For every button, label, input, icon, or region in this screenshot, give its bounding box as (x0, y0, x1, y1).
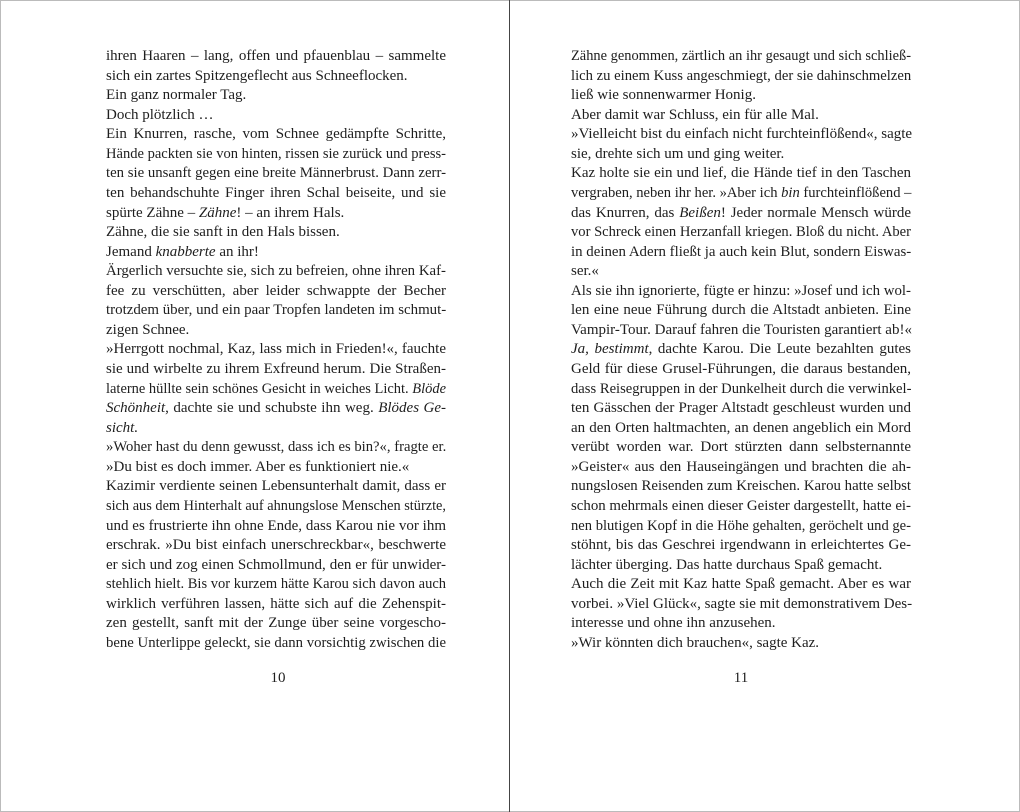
text-segment: len eine neue Führung durch die Altstadt anbieten. Eine (571, 302, 911, 319)
text-segment: zen gestellt, sanft mit der Zunge über seine vorgescho- (106, 615, 446, 632)
text-line (106, 106, 446, 126)
text-line (571, 340, 911, 360)
text-segment: Kaz holte sie ein und lief, die Hände tief in den Taschen (571, 165, 911, 182)
text-segment: ten behandschuhte Finger ihren Schal beiseite, und sie (106, 184, 446, 201)
text-segment: vorbei. »Viel Glück«, sagte sie mit demonstrativem Des- (571, 595, 913, 612)
text-line (571, 67, 911, 87)
text-segment: und es frustrierte ihn ohne Ende, dass Karou nie vor ihm (106, 517, 446, 534)
text-segment: Ärgerlich versuchte sie, sich zu befreien, ohne ihren Kaf- (106, 263, 446, 280)
italic-text: Blöde (412, 380, 446, 397)
text-segment: »Herrgott nochmal, Kaz, lass mich in Frieden!«, fauchte (106, 341, 446, 358)
right-page (511, 0, 1020, 812)
text-line (106, 399, 446, 419)
text-segment: Jemand (106, 243, 156, 260)
text-line (571, 575, 911, 595)
text-line (106, 380, 446, 400)
text-line (106, 497, 446, 517)
text-line (571, 556, 911, 576)
text-line (106, 360, 446, 380)
text-segment: Auch die Zeit mit Kaz hatte Spaß gemacht. Aber es war (571, 576, 911, 593)
italic-text: Beißen (679, 204, 721, 221)
text-segment: vergraben, neben ihr her. »Aber ich (571, 184, 782, 201)
text-line (106, 556, 446, 576)
text-segment: Aber damit war Schluss, ein für alle Mal. (571, 106, 819, 123)
text-line (571, 517, 911, 537)
text-line (106, 243, 446, 263)
text-segment: nungslosen Reisenden zum Kreischen. Karou hatte selbst (571, 478, 911, 495)
text-line (571, 477, 911, 497)
text-segment: trotzdem über, und ein paar Tropfen landeten im schmut- (106, 302, 447, 319)
text-line (571, 243, 911, 263)
text-segment: dass Reisegruppen in der Dunkelheit durch die verwinkel- (571, 380, 912, 397)
right-page-text (571, 47, 911, 653)
text-line (571, 321, 911, 341)
text-line (106, 86, 446, 106)
text-segment: ten sie unsanft gegen eine breite Männerbrust. Dann zerr- (106, 165, 446, 182)
text-line (106, 301, 446, 321)
text-segment: »Vielleicht bist du einfach nicht furchteinflößend«, sagte (571, 126, 913, 143)
text-segment: verübt worden war. Dort stürzten dann selbsternannte (571, 439, 911, 456)
text-line (571, 262, 911, 282)
text-segment: erschrak. »Du bist einfach unerschreckbar«, beschwerte (106, 537, 446, 554)
text-line (571, 458, 911, 478)
text-segment: furchteinflößend – (799, 184, 912, 201)
text-line (106, 438, 446, 458)
text-line (106, 614, 446, 634)
text-line (571, 595, 911, 615)
text-line (571, 86, 911, 106)
text-line (571, 204, 911, 224)
text-segment: Hände packten sie von hinten, rissen sie zurück und press- (106, 145, 446, 162)
text-segment: in deinen Adern fließt ja auch kein Blut, sondern Eiswas- (571, 243, 912, 260)
text-segment: spürte Zähne – (106, 204, 199, 221)
text-segment: nen blutigen Kopf in die Höhe gehalten, geröchelt und ge- (571, 517, 911, 534)
text-segment: Zähne genommen, zärtlich an ihr gesaugt und sich schließ- (571, 48, 911, 64)
text-line (571, 223, 911, 243)
text-segment: »Du bist es doch immer. Aber es funktioniert nie.« (106, 458, 410, 475)
text-line (571, 634, 911, 654)
book-spine-divider (509, 0, 510, 812)
italic-text: Zähne (198, 204, 237, 221)
text-line (571, 438, 911, 458)
text-line (571, 184, 911, 204)
text-segment: ! Jeder normale Mensch würde (720, 204, 911, 221)
text-line (106, 477, 446, 497)
text-segment: Als sie ihn ignorierte, fügte er hinzu: »Josef und ich wol- (571, 282, 911, 299)
text-segment: ser.« (571, 263, 599, 280)
text-line (106, 595, 446, 615)
text-line (106, 125, 446, 145)
text-line (106, 164, 446, 184)
text-line (106, 67, 446, 87)
italic-text: knabberte (155, 243, 216, 260)
text-segment: ließ wie sonnenwarmer Honig. (571, 87, 756, 104)
text-line (571, 47, 911, 67)
text-segment: ihren Haaren – lang, offen und pfauenblau – sammelte (106, 48, 446, 64)
italic-text: sicht. (106, 419, 139, 436)
text-line (106, 47, 446, 67)
text-segment: interesse und ohne ihn anzusehen. (571, 615, 776, 632)
text-segment: , dachte Karou. Die Leute bezahlten gutes (648, 341, 911, 358)
left-page-text (106, 47, 446, 653)
text-line (571, 125, 911, 145)
text-segment: sich aus dem Hinterhalt auf ahnungslose Menschen stürzte, (106, 497, 446, 514)
text-segment: lich zu einem Kuss angeschmiegt, der sie dahinschmelzen (571, 67, 912, 84)
text-line (106, 634, 446, 654)
text-line (106, 145, 446, 165)
text-line (106, 419, 446, 439)
text-segment: Ein Knurren, rasche, vom Schnee gedämpfte Schritte, (106, 126, 446, 143)
page-number-left: 10 (270, 670, 286, 686)
text-segment: zigen Schnee. (106, 321, 190, 338)
text-line (106, 282, 446, 302)
text-segment: sie und wirbelte zu ihrem Exfreund herum. Die Straßen- (106, 361, 446, 377)
text-segment: »Geister« aus den Hauseingängen und brachten die ah- (571, 458, 911, 475)
text-segment: stöhnt, bis das Geschrei irgendwann in erleichtertes Ge- (571, 537, 911, 554)
text-segment: laterne hüllte sein schönes Gesicht in weiches Licht. (106, 380, 413, 397)
text-line (571, 145, 911, 165)
text-segment: , dachte sie und schubste ihn weg. (165, 400, 379, 417)
text-line (106, 340, 446, 360)
text-line (571, 399, 911, 419)
text-line (571, 301, 911, 321)
text-line (106, 536, 446, 556)
text-segment: Vampir-Tour. Darauf fahren die Touristen garantiert ab!« (571, 321, 912, 338)
text-segment: das Knurren, das (571, 204, 680, 221)
text-segment: Zähne, die sie sanft in den Hals bissen. (106, 224, 340, 241)
text-line (106, 184, 446, 204)
text-segment: sie, drehte sich um und ging weiter. (571, 145, 785, 162)
text-segment: an den Orten haltmachten, an denen angeblich ein Mord (571, 419, 911, 436)
text-segment: Doch plötzlich … (106, 106, 214, 123)
text-line (571, 360, 911, 380)
text-segment: wirklich verführen lassen, hätte sich auf die Zehenspit- (106, 595, 446, 612)
text-segment: ! – an ihrem Hals. (236, 204, 345, 221)
text-segment: stehlich hielt. Bis vor kurzem hätte Karou sich davon auch (106, 576, 446, 593)
text-line (106, 223, 446, 243)
text-segment: ten Gässchen der Prager Altstadt geschleust wurden und (571, 400, 911, 417)
text-line (106, 262, 446, 282)
text-segment: lächter überging. Das hatte durchaus Spaß gemacht. (571, 556, 883, 573)
text-segment: Geld für diese Grusel-Führungen, die daraus bestanden, (571, 361, 911, 377)
italic-text: Blödes Ge- (378, 400, 447, 417)
text-segment: sich ein zartes Spitzengeflecht aus Schneeflocken. (106, 67, 408, 84)
text-line (571, 106, 911, 126)
text-line (106, 321, 446, 341)
text-segment: fee zu verschütten, aber leider schwappte der Becher (106, 282, 446, 299)
text-segment: an ihr! (215, 243, 259, 260)
text-segment: bene Unterlippe geleckt, sie dann vorsichtig zwischen die (106, 634, 446, 651)
text-line (571, 614, 911, 634)
text-segment: vor Schreck einen Herzanfall kriegen. Bloß du nicht. Aber (571, 224, 911, 241)
text-line (571, 380, 911, 400)
text-line (571, 282, 911, 302)
text-line (571, 419, 911, 439)
text-line (106, 204, 446, 224)
page-number-right: 11 (733, 670, 749, 686)
text-segment: schon mehrmals einen dieser Geister dargestellt, hatte ei- (571, 497, 911, 514)
italic-text: Schönheit (106, 400, 166, 417)
text-line (571, 497, 911, 517)
text-line (106, 458, 446, 478)
italic-text: bin (781, 184, 800, 201)
italic-text: Ja, bestimmt (571, 341, 649, 358)
text-segment: Ein ganz normaler Tag. (106, 87, 247, 104)
text-segment: Kazimir verdiente seinen Lebensunterhalt damit, dass er (106, 478, 446, 495)
text-segment: »Wir könnten dich brauchen«, sagte Kaz. (571, 634, 820, 651)
text-line (106, 575, 446, 595)
text-segment: »Woher hast du denn gewusst, dass ich es bin?«, fragte er. (106, 439, 447, 456)
text-line (571, 536, 911, 556)
text-line (106, 517, 446, 537)
text-segment: er sich und zog einen Schmollmund, den er für unwider- (106, 556, 446, 573)
text-line (571, 164, 911, 184)
